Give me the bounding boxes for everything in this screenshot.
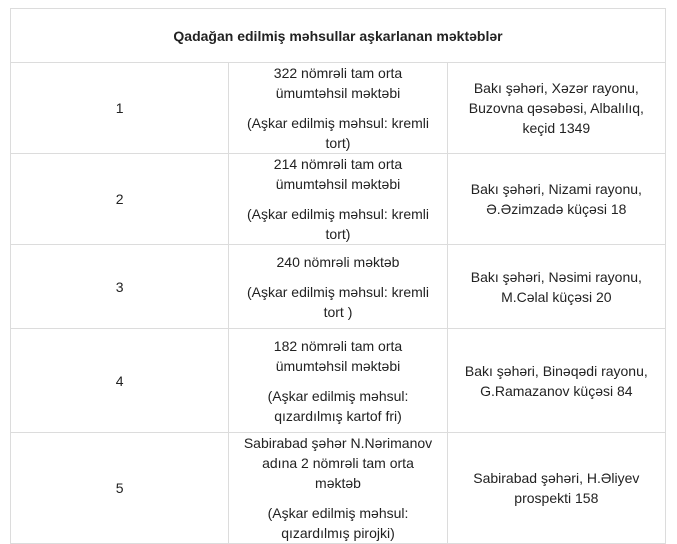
school-name: 240 nömrəli məktəb — [276, 253, 400, 270]
detected-product: (Aşkar edilmiş məhsul: kremli tort ) — [246, 283, 430, 320]
table-row — [11, 329, 666, 433]
table-row — [11, 433, 666, 544]
table-row — [11, 63, 666, 154]
row-number: 4 — [11, 329, 229, 433]
detected-product: (Aşkar edilmiş məhsul: kremli tort) — [246, 115, 430, 151]
school-name: 214 nömrəli tam orta ümumtəhsil məktəbi — [273, 156, 403, 192]
row-number: 5 — [11, 433, 229, 544]
school-cell — [229, 433, 447, 544]
table-row — [11, 154, 666, 245]
school-address: Bakı şəhəri, Nizami rayonu, Ə.Əzimzadə küçəsi 18 — [447, 154, 665, 245]
school-cell — [229, 329, 447, 433]
detected-product: (Aşkar edilmiş məhsul: qızardılmış kartof fri) — [267, 387, 409, 424]
row-number: 1 — [11, 63, 229, 154]
school-cell — [229, 63, 447, 154]
school-name: 322 nömrəli tam orta ümumtəhsil məktəbi — [273, 65, 403, 101]
school-address: Bakı şəhəri, Binəqədi rayonu, G.Ramazanov küçəsi 84 — [447, 329, 665, 433]
school-name: 182 nömrəli tam orta ümumtəhsil məktəbi — [273, 337, 403, 374]
school-cell — [229, 154, 447, 245]
school-name: Sabirabad şəhər N.Nərimanov adına 2 nömrəli tam orta məktəb — [243, 435, 433, 491]
detected-product: (Aşkar edilmiş məhsul: kremli tort) — [246, 206, 430, 242]
table-header-row — [11, 9, 666, 63]
table-row — [11, 245, 666, 329]
row-number: 3 — [11, 245, 229, 329]
schools-table — [10, 8, 666, 544]
school-cell — [229, 245, 447, 329]
detected-product: (Aşkar edilmiş məhsul: qızardılmış pirojki) — [267, 505, 409, 541]
school-address: Bakı şəhəri, Xəzər rayonu, Buzovna qəsəbəsi, Albalılıq, keçid 1349 — [447, 63, 665, 154]
school-address: Bakı şəhəri, Nəsimi rayonu, M.Cəlal küçəsi 20 — [447, 245, 665, 329]
table-title: Qadağan edilmiş məhsullar aşkarlanan məktəblər — [11, 9, 666, 63]
school-address: Sabirabad şəhəri, H.Əliyev prospekti 158 — [447, 433, 665, 544]
row-number: 2 — [11, 154, 229, 245]
